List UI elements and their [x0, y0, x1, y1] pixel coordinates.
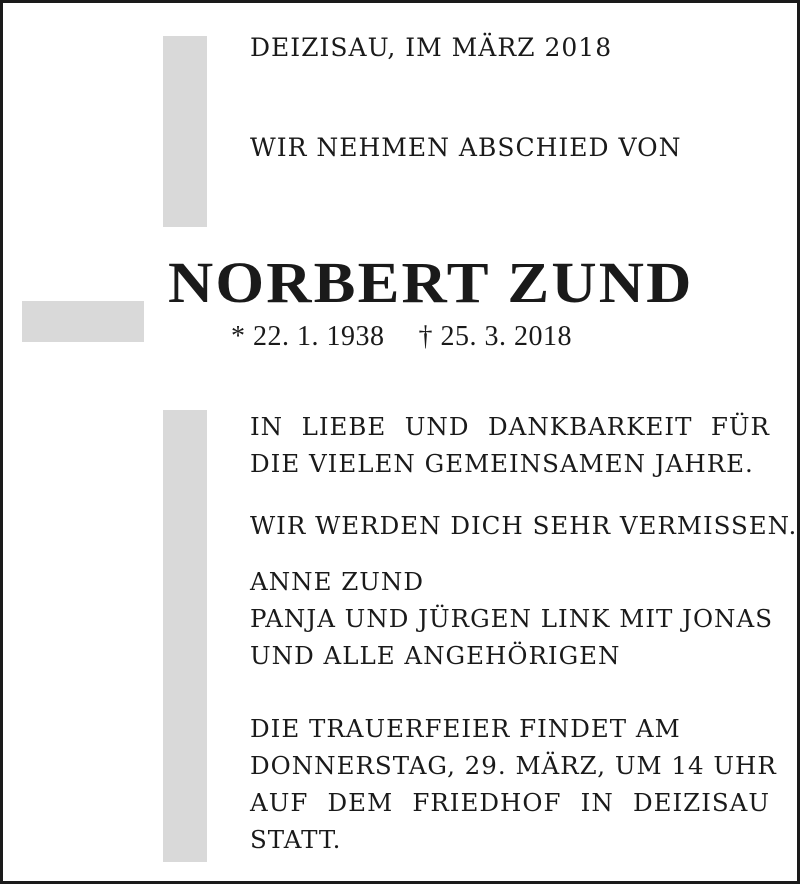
funeral-line: DONNERSTAG, 29. MÄRZ, UM 14 UHR	[250, 751, 777, 780]
funeral-info-block	[250, 710, 777, 858]
death-date: † 25. 3. 2018	[418, 321, 572, 352]
birth-date: * 22. 1. 1938	[231, 321, 385, 352]
mourners-block	[250, 563, 773, 674]
dedication-block	[250, 408, 770, 482]
funeral-line: DIE TRAUERFEIER FINDET AM	[250, 714, 681, 743]
mourner-line: ANNE ZUND	[250, 567, 424, 596]
farewell-block	[250, 507, 798, 544]
cross-top-bar	[163, 36, 207, 227]
deceased-name: NORBERT ZUND	[168, 250, 694, 315]
cross-bottom-bar	[163, 410, 207, 862]
dedication-line: IN LIEBE UND DANKBARKEIT FÜR	[250, 412, 770, 441]
place-date: DEIZISAU, IM MÄRZ 2018	[250, 33, 613, 62]
mourner-line: PANJA UND JÜRGEN LINK MIT JONAS	[250, 604, 773, 633]
funeral-line: AUF DEM FRIEDHOF IN DEIZISAU	[250, 788, 770, 817]
funeral-line: STATT.	[250, 825, 342, 854]
life-dates	[231, 321, 572, 353]
cross-arm-bar	[22, 301, 144, 342]
mourner-line: UND ALLE ANGEHÖRIGEN	[250, 641, 621, 670]
dedication-line: DIE VIELEN GEMEINSAMEN JAHRE.	[250, 449, 754, 478]
farewell-line: WIR WERDEN DICH SEHR VERMISSEN.	[250, 511, 798, 540]
lead-text: WIR NEHMEN ABSCHIED VON	[250, 133, 682, 162]
